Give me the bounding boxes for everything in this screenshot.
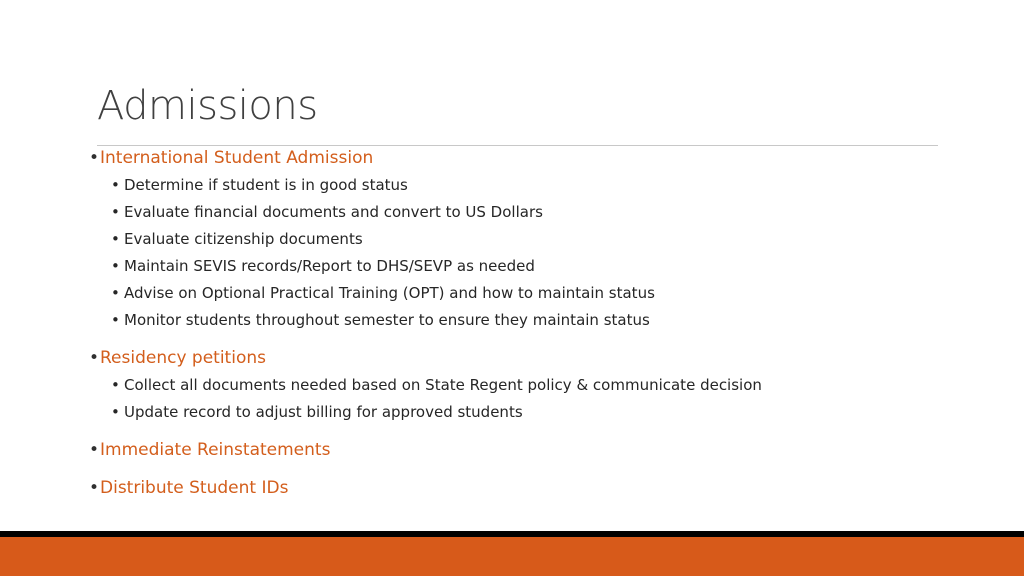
bullet-icon: •	[111, 176, 120, 194]
list-item-text: Determine if student is in good status	[124, 176, 408, 194]
bullet-icon: •	[89, 348, 100, 368]
section-heading-text: Immediate Reinstatements	[100, 440, 331, 460]
section-items-international	[89, 175, 989, 330]
section-heading-text: Residency petitions	[100, 348, 266, 368]
list-item	[89, 256, 989, 276]
list-item-text: Update record to adjust billing for approved students	[124, 403, 523, 421]
bullet-icon: •	[111, 203, 120, 221]
section-heading-residency	[89, 348, 989, 368]
list-item	[89, 283, 989, 303]
list-item	[89, 375, 989, 395]
section-heading-text: International Student Admission	[100, 148, 374, 168]
list-item	[89, 310, 989, 330]
bullet-icon: •	[111, 311, 120, 329]
list-item	[89, 175, 989, 195]
section-heading-reinstatements	[89, 440, 989, 460]
section-heading-text: Distribute Student IDs	[100, 478, 289, 498]
footer-bar	[0, 537, 1024, 576]
bullet-icon: •	[111, 403, 120, 421]
list-item	[89, 402, 989, 422]
list-item	[89, 202, 989, 222]
list-item-text: Evaluate citizenship documents	[124, 230, 363, 248]
list-item-text: Advise on Optional Practical Training (OPT) and how to maintain status	[124, 284, 655, 302]
list-item-text: Collect all documents needed based on State Regent policy & communicate decision	[124, 376, 762, 394]
title-divider	[97, 145, 938, 146]
slide-content	[89, 148, 989, 498]
bullet-icon: •	[89, 478, 100, 498]
bullet-icon: •	[111, 230, 120, 248]
section-heading-international	[89, 148, 989, 168]
section-heading-student-ids	[89, 478, 989, 498]
slide-title: Admissions	[97, 83, 318, 129]
bullet-icon: •	[111, 257, 120, 275]
bullet-icon: •	[111, 376, 120, 394]
bullet-icon: •	[89, 440, 100, 460]
list-item	[89, 229, 989, 249]
list-item-text: Monitor students throughout semester to ensure they maintain status	[124, 311, 650, 329]
list-item-text: Maintain SEVIS records/Report to DHS/SEVP as needed	[124, 257, 535, 275]
bullet-icon: •	[89, 148, 100, 168]
list-item-text: Evaluate financial documents and convert to US Dollars	[124, 203, 543, 221]
bullet-icon: •	[111, 284, 120, 302]
section-items-residency	[89, 375, 989, 422]
